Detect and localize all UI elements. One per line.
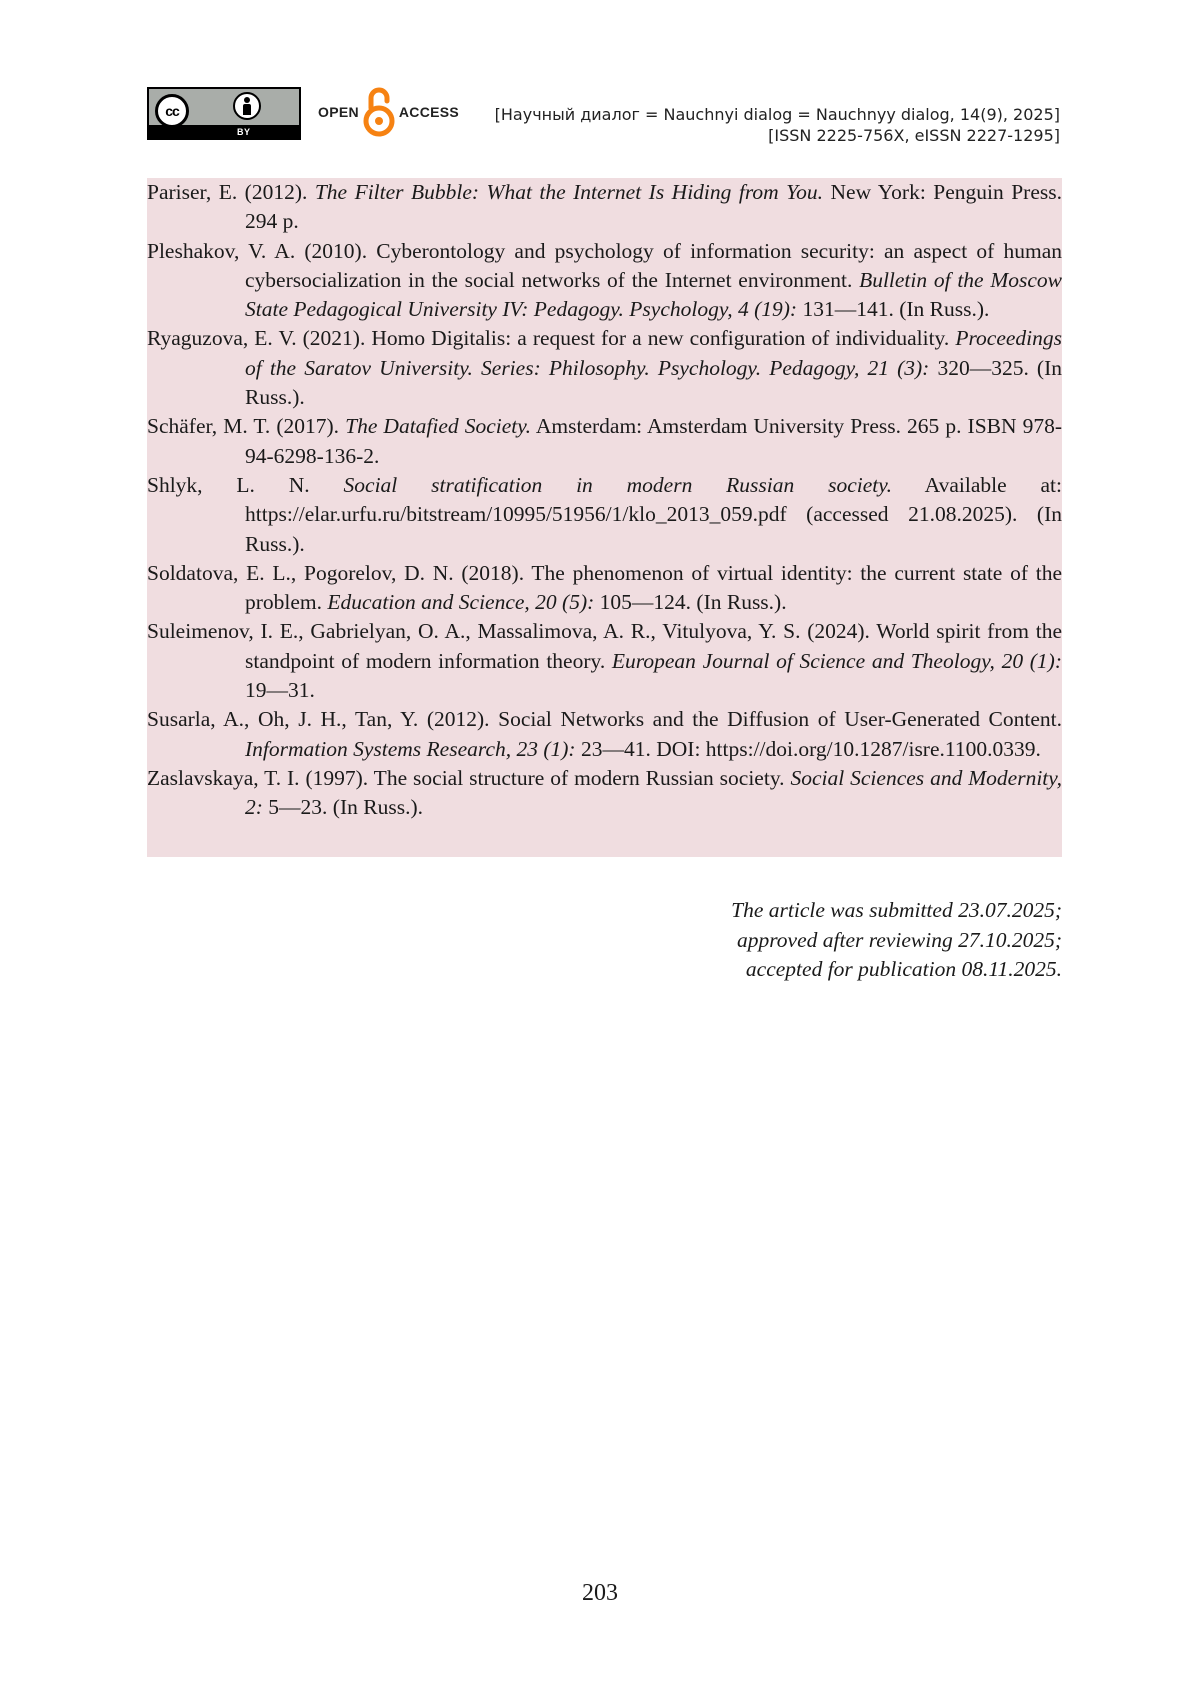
cc-by-license-badge [147,87,301,140]
reference-entry: Schäfer, M. T. (2017). The Datafied Society. Amsterdam: Amsterdam University Press. 265 p. ISBN 978-94-6298-136-2. [147,414,1062,468]
journal-info [495,104,1060,146]
reference-entry: Susarla, A., Oh, J. H., Tan, Y. (2012). Social Networks and the Diffusion of User-Generated Content. Information Systems Research, 23 (1): 23—41. DOI: https://doi.org/10.1287/isre.1100.0339. [147,707,1062,761]
journal-citation-line: [Научный диалог = Nauchnyi dialog = Nauchnyy dialog, 14(9), 2025] [494,105,1060,124]
creative-commons-icon: cc [155,94,189,128]
approved-date: approved after reviewing 27.10.2025; [736,927,1062,952]
accepted-date: accepted for publication 08.11.2025. [745,957,1062,981]
license-by-label: BY [237,127,251,137]
open-access-word-access: ACCESS [398,104,460,120]
submitted-date: The article was submitted 23.07.2025; [731,898,1062,922]
attribution-person-icon [233,92,261,120]
open-access-word-open: OPEN [318,104,359,120]
references-list [147,178,1062,857]
page-number: 203 [582,1580,618,1606]
reference-entry: Pleshakov, V. A. (2010). Cyberontology and psychology of information security: an aspect of human cybersocialization in the social networks of the Internet environment. Bulletin of the Moscow State Pedagogical University IV: Pedagogy. Psychology, 4 (19): 131—141. (In Russ.). [147,238,1062,322]
reference-entry: Ryaguzova, E. V. (2021). Homo Digitalis: a request for a new configuration of individuality. Proceedings of the Saratov University. Series: Philosophy. Psychology. Pedagogy, 21 (3): 320—325. (In Russ.). [147,326,1062,410]
reference-entry: Soldatova, E. L., Pogorelov, D. N. (2018). The phenomenon of virtual identity: the current state of the problem. Education and Science, 20 (5): 105—124. (In Russ.). [147,560,1062,615]
open-access-logo [318,86,459,138]
reference-entry: Zaslavskaya, T. I. (1997). The social structure of modern Russian society. Social Sciences and Modernity, 2: 5—23. (In Russ.). [147,765,1062,820]
reference-entry: Suleimenov, I. E., Gabrielyan, O. A., Massalimova, A. R., Vitulyova, Y. S. (2024). World spirit from the standpoint of modern information theory. European Journal of Science and Theology, 20 (1): 19—31. [147,619,1062,703]
reference-entry: Pariser, E. (2012). The Filter Bubble: What the Internet Is Hiding from You. New York: Penguin Press. 294 p. [147,180,1062,234]
reference-entry: Shlyk, L. N. Social stratification in modern Russian society. Available at: https://elar.urfu.ru/bitstream/10995/51956/1/klo_2013_059.pdf (accessed 21.08.2025). (In Russ.). [147,472,1062,556]
open-access-lock-icon [362,86,396,138]
article-history [731,896,1062,985]
issn-line: [ISSN 2225-756X, eISSN 2227-1295] [768,126,1060,145]
